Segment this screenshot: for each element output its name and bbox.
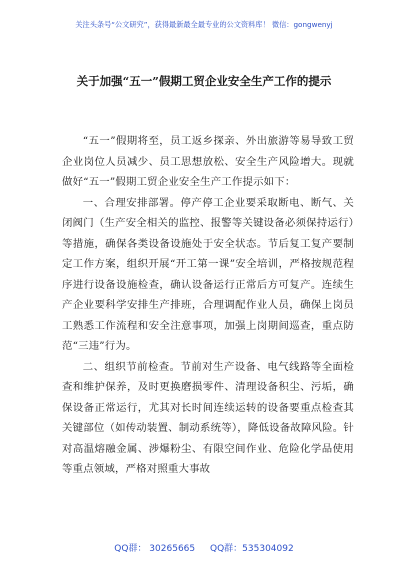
footer-qq-group-1: QQ群： 30265665	[114, 544, 196, 554]
header-note: 关注头条号“公文研究”，获得最新最全最专业的公文资料库！ 微信：gongwenyj	[75, 20, 333, 29]
paragraph-section-1: 一、合理安排部署。停产停工企业要采取断电、断气、关闭阀门（生产安全相关的监控、报警等关键设备必须保持运行）等措施，确保各类设备设施处于安全状态。节后复工复产要制定工作方案，组织开展“开工第一课”安全培训，严格按规范程序进行设备设施检查，确认设备运行正常后方可复产。连续生产企业要科学安排生产排班，合理调配作业人员，确保上岗员工熟悉工作流程和安全注意事项，加强上岗期间巡查，重点防范“三违”行为。	[62, 196, 354, 352]
document-title: 关于加强“五一”假期工贸企业安全生产工作的提示	[76, 74, 332, 88]
paragraph-intro: “五一”假期将至，员工返乡探亲、外出旅游等易导致工贸企业岗位人员减少、员工思想放松、安全生产风险增大。现就做好“五一”假期工贸企业安全生产工作提示如下：	[62, 135, 354, 188]
document-body	[62, 131, 354, 480]
paragraph-section-2: 二、组织节前检查。节前对生产设备、电气线路等全面检查和维护保养，及时更换磨损零件、清理设备积尘、污垢，确保设备正常运行，尤其对长时间连续运转的设备要重点检查其关键部位（如传动装置、制动系统等），降低设备故障风险。针对高温熔融金属、涉爆粉尘、有限空间作业、危险化学品使用等重点领域，严格对照重大事故	[62, 360, 354, 475]
footer	[0, 541, 408, 554]
footer-qq-group-2: QQ群：535304092	[210, 544, 294, 554]
